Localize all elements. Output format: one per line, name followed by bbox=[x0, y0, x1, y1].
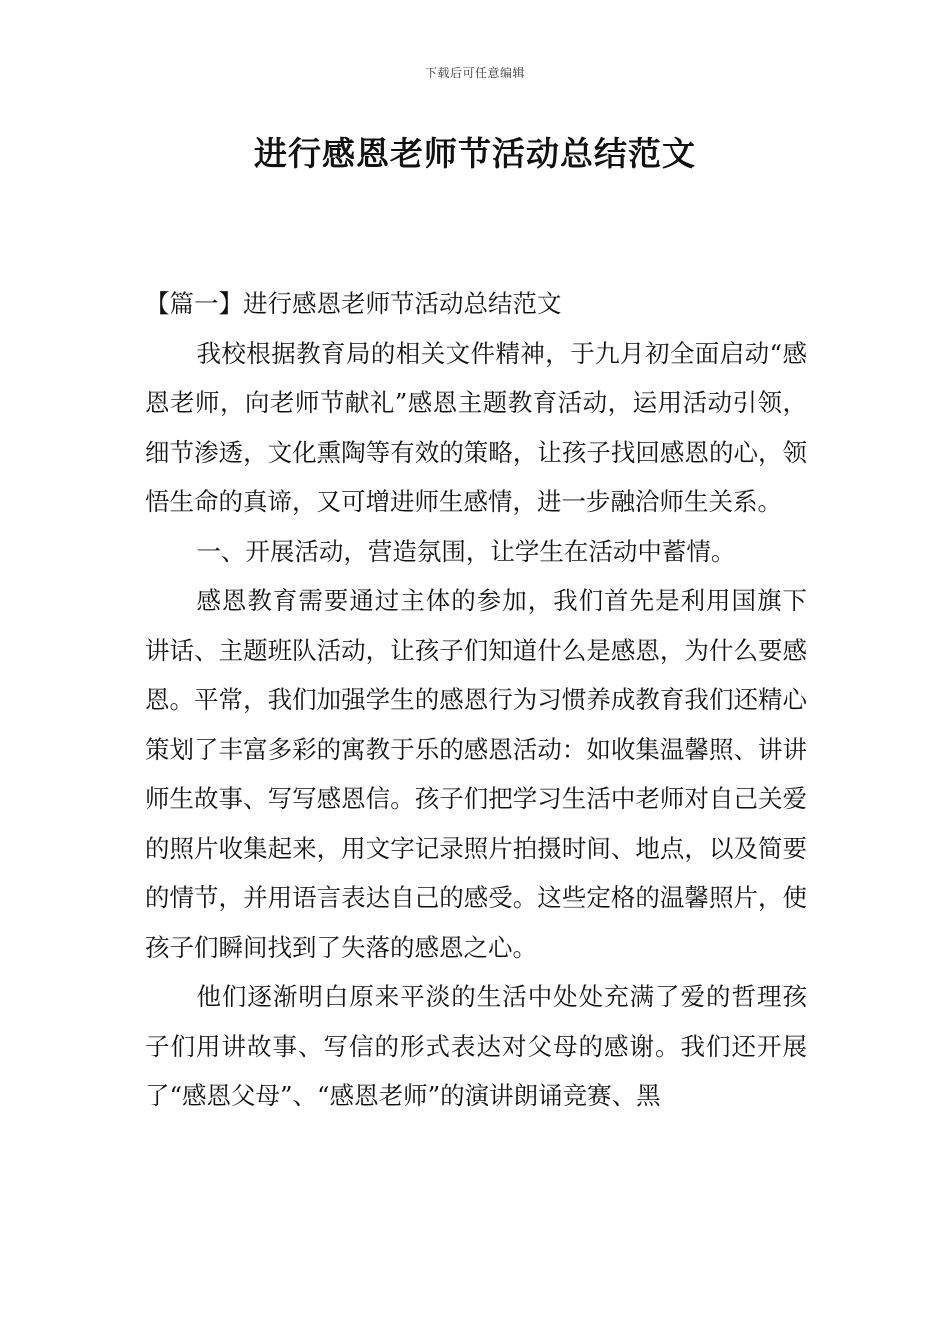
document-title: 进行感恩老师节活动总结范文 bbox=[254, 134, 696, 173]
document-body bbox=[145, 279, 807, 1121]
header-note: 下载后可任意编辑 bbox=[424, 66, 525, 80]
section-heading: 【篇一】进行感恩老师节活动总结范文 bbox=[145, 289, 562, 318]
paragraph-subheading: 一、开展活动，营造氛围，让学生在活动中蓄情。 bbox=[196, 536, 736, 566]
paragraph-continuation: 他们逐渐明白原来平淡的生活中处处充满了爱的哲理孩子们用讲故事、写信的形式表达对父母的感谢。我们还开展了“感恩父母”、“感恩老师”的演讲朗诵竞赛、黑 bbox=[145, 982, 807, 1110]
paragraph-activities: 感恩教育需要通过主体的参加，我们首先是利用国旗下讲话、主题班队活动，让孩子们知道什么是感恩，为什么要感恩。平常，我们加强学生的感恩行为习惯养成教育我们还精心策划了丰富多彩的寓教于乐的感恩活动：如收集温馨照、讲讲师生故事、写写感恩信。孩子们把学习生活中老师对自己关爱的照片收集起来，用文字记录照片拍摄时间、地点，以及简要的情节，并用语言表达自己的感受。这些定格的温馨照片，使孩子们瞬间找到了失落的感恩之心。 bbox=[145, 586, 807, 962]
paragraph-intro: 我校根据教育局的相关文件精神，于九月初全面启动“感恩老师，向老师节献礼”感恩主题教育活动，运用活动引领，细节渗透，文化熏陶等有效的策略，让孩子找回感恩的心，领悟生命的真谛，又可增进师生感情，进一步融洽师生关系。 bbox=[145, 338, 807, 516]
